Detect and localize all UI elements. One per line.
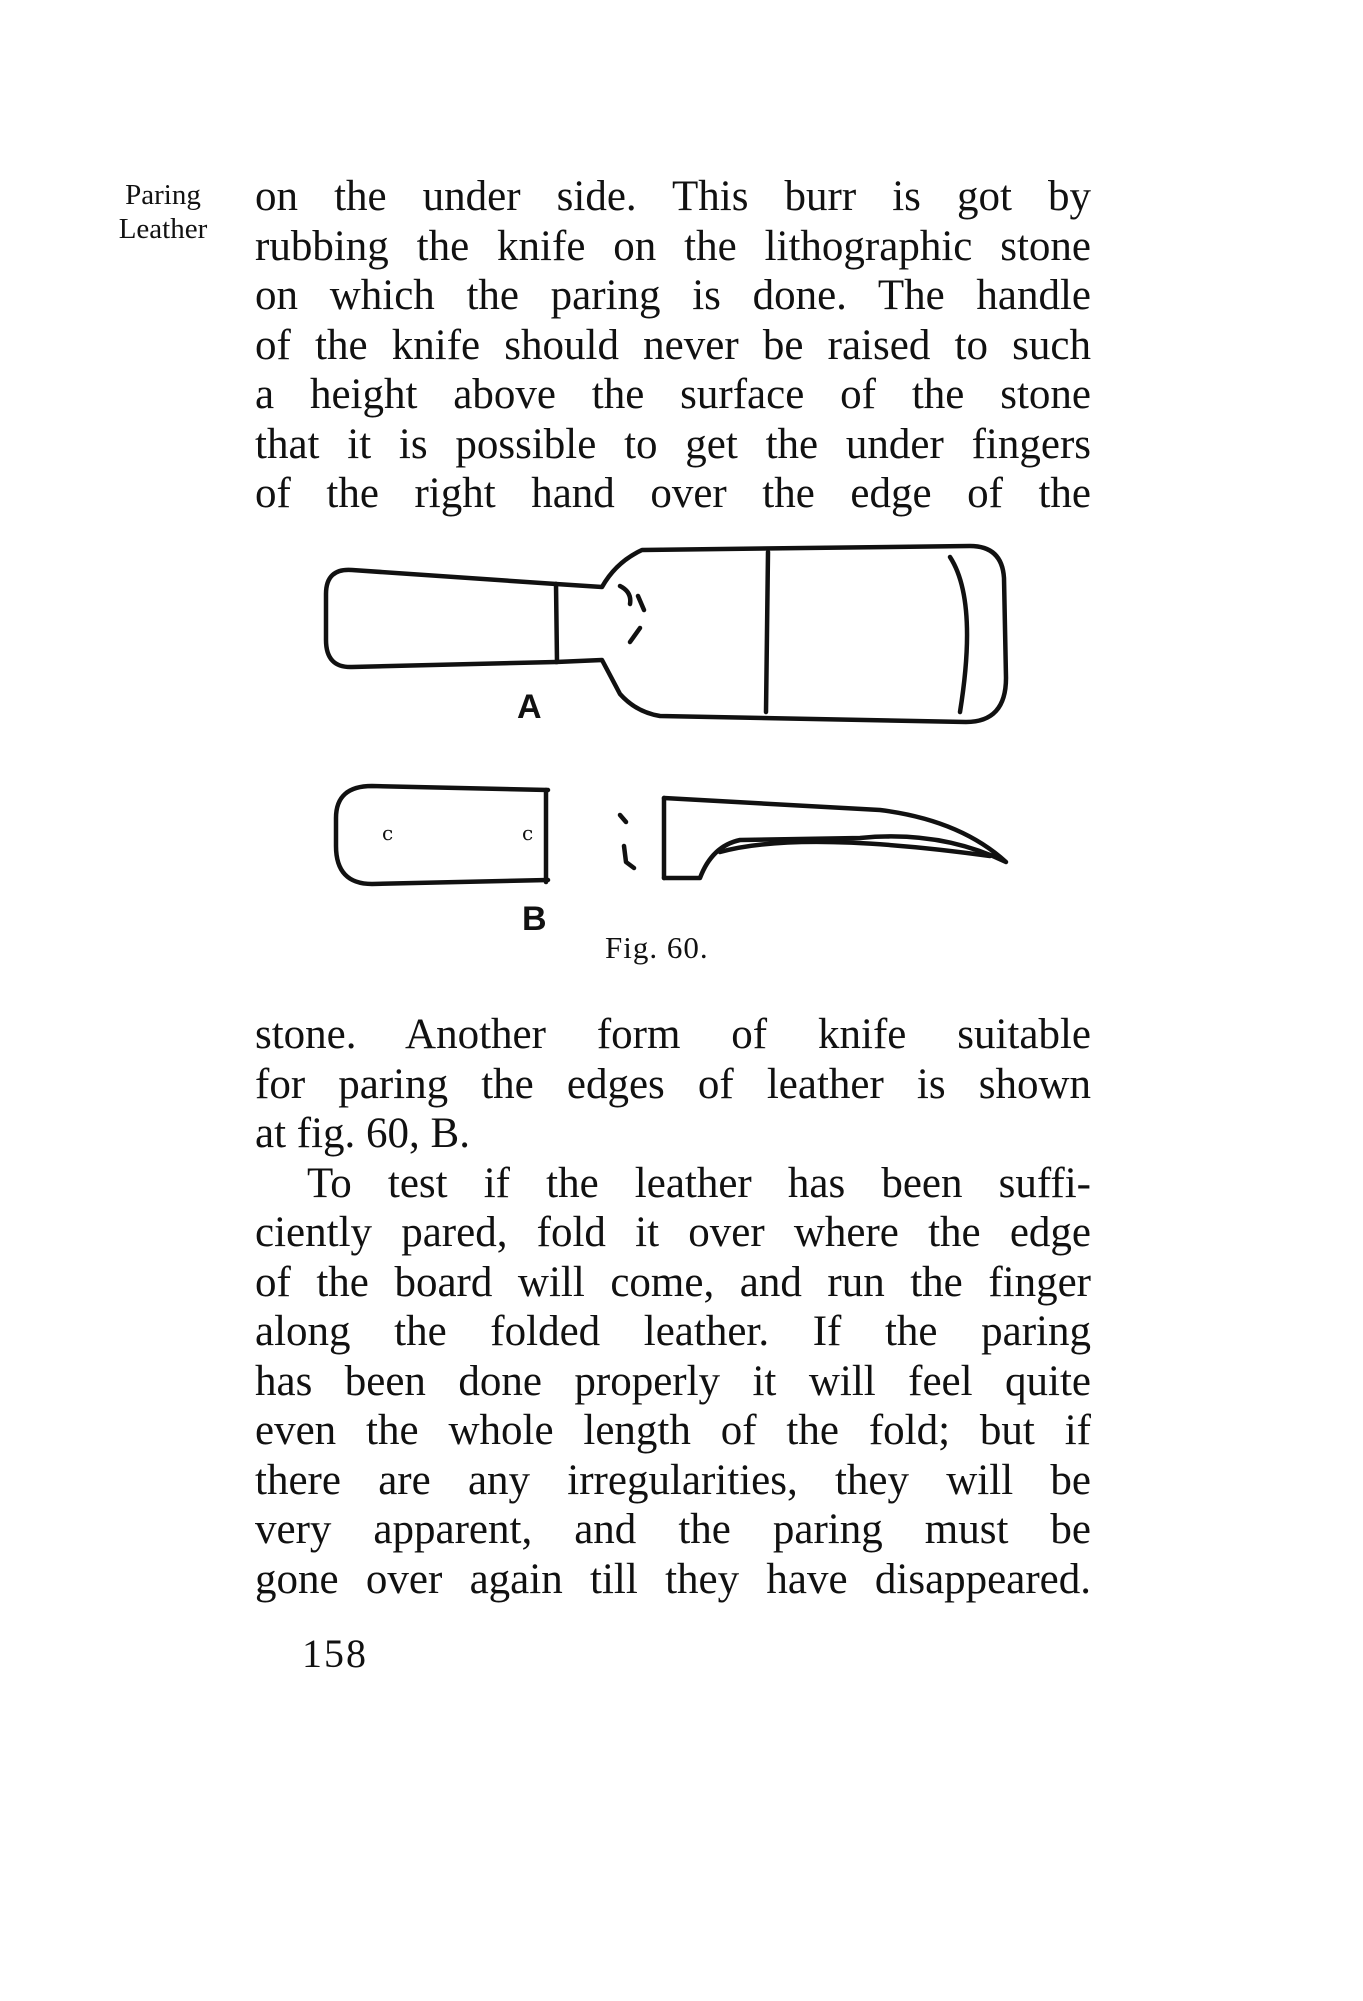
knife-b-grain [620, 815, 634, 868]
paragraph-bottom [255, 1010, 1091, 1604]
text-line: of the right hand over the edge of the [255, 470, 1091, 517]
knife-b-mark-2: c [522, 821, 534, 845]
figure-caption: Fig. 60. [605, 930, 709, 965]
text-line: To test if the leather has been suffi- [307, 1159, 1091, 1207]
text-line: for paring the edges of leather is shown [255, 1060, 1091, 1108]
text-line: at fig. 60, B. [255, 1110, 470, 1157]
text-line: on the under side. This burr is got by [255, 173, 1091, 220]
text-line: there are any irregularities, they will be [255, 1456, 1091, 1504]
text-line: stone. Another form of knife suitable [255, 1011, 1091, 1058]
knife-b-marks [382, 821, 533, 845]
knife-a-neck [556, 546, 1006, 722]
paragraph-top [255, 172, 1091, 519]
knife-a-handle [326, 570, 556, 667]
text-line: that it is possible to get the under fingers [255, 420, 1091, 468]
knife-a-divider [766, 552, 768, 712]
knife-b-drawing [336, 786, 1006, 884]
text-line: of the knife should never be raised to such [255, 321, 1091, 369]
text-line: along the folded leather. If the paring [255, 1308, 1091, 1355]
knife-b-blade [664, 798, 1006, 878]
margin-note [88, 178, 238, 246]
knife-a-ferrule-line [556, 584, 557, 662]
text-line: on which the paring is done. The handle [255, 272, 1091, 319]
text-line: has been done properly it will feel quite [255, 1357, 1091, 1405]
text-line: very apparent, and the paring must be [255, 1506, 1091, 1553]
knife-a-grain-1 [620, 586, 644, 642]
margin-note-line-2: Leather [118, 213, 208, 245]
figure-label-a: A [517, 688, 542, 726]
text-line: ciently pared, fold it over where the edge [255, 1209, 1091, 1256]
text-line: of the board will come, and run the finger [255, 1258, 1091, 1306]
text-line: a height above the surface of the stone [255, 371, 1091, 418]
knife-b-mark-1: c [382, 821, 394, 845]
knife-b-blade-edge [720, 842, 990, 856]
figure-label-b: B [522, 900, 547, 938]
page-number: 158 [302, 1631, 368, 1676]
knife-a-blade-curve [950, 557, 967, 712]
text-line: gone over again till they have disappeared. [255, 1555, 1091, 1603]
knife-a-drawing [326, 546, 1006, 722]
text-line: even the whole length of the fold; but if [255, 1407, 1091, 1454]
margin-note-line-1: Paring [125, 179, 201, 211]
knife-b-handle [336, 786, 548, 884]
text-line: rubbing the knife on the lithographic stone [255, 222, 1091, 270]
